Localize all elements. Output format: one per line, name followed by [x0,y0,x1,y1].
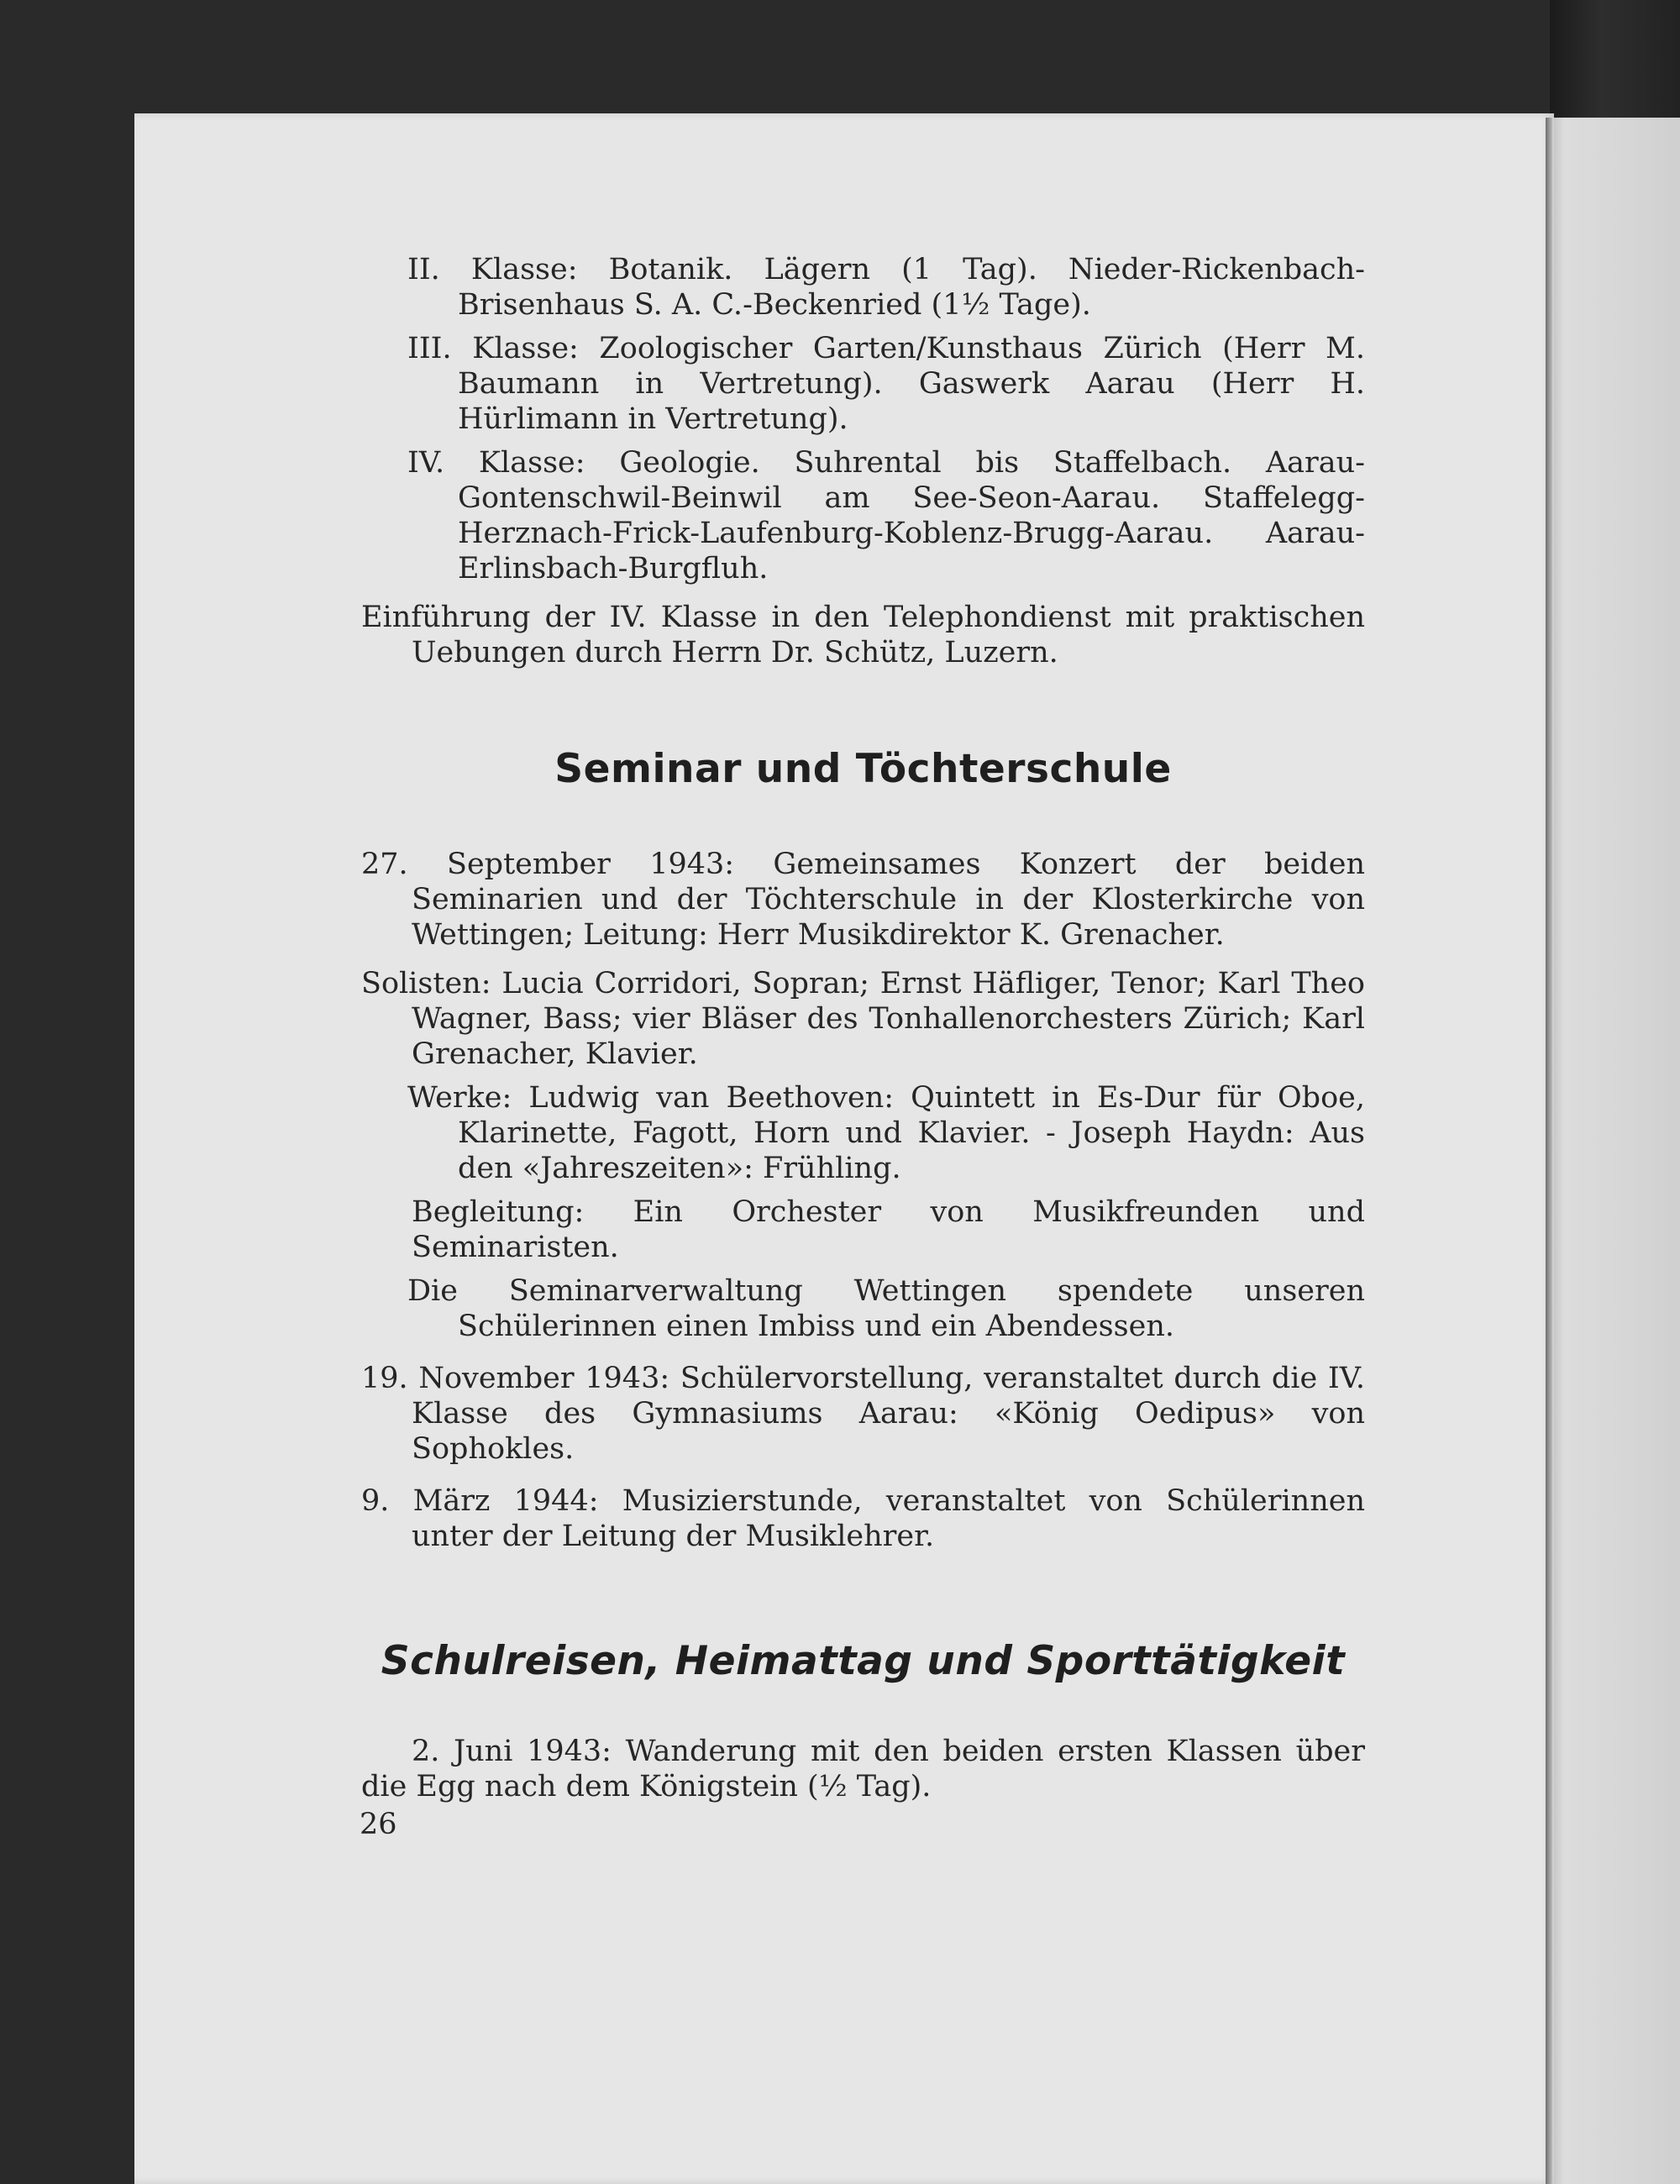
soloists-entry: Solisten: Lucia Corridori, Sopran; Ernst Häfliger, Tenor; Karl Theo Wagner, Bass; vier Bläser des Tonhallenorchesters Zürich; Karl Grenacher, Klavier. [361,967,1365,1071]
page-number: 26 [360,1808,397,1841]
trips-heading: Schulreisen, Heimattag und Sporttätigkeit [381,1638,1346,1684]
march-entry: 9. März 1944: Musizierstunde, veranstaltet von Schülerinnen unter der Leitung der Musiklehrer. [361,1484,1365,1553]
entry-class-three: III. Klasse: Zoologischer Garten/Kunsthaus Zürich (Herr M. Baumann in Vertretung). Gaswerk Aarau (Herr H. Hürlimann in Vertretung). [407,332,1365,436]
telephone-note: Einführung der IV. Klasse in den Telephondienst mit praktischen Uebungen durch Herrn Dr. Schütz, Luzern. [361,601,1365,669]
facing-page-edge [1546,118,1680,2184]
works-entry: Werke: Ludwig van Beethoven: Quintett in Es-Dur für Oboe, Klarinette, Fagott, Horn und Klavier. - Joseph Haydn: Aus den «Jahreszeiten»: Frühling. [407,1081,1365,1185]
page-content [361,252,1365,1804]
page-gutter [1546,118,1552,2184]
entry-class-two: II. Klasse: Botanik. Lägern (1 Tag). Nieder-Rickenbach-Brisenhaus S. A. C.-Beckenried (1½ Tage). [407,253,1365,322]
june-entry: 2. Juni 1943: Wanderung mit den beiden ersten Klassen über die Egg nach dem Königstein (½ Tag). [361,1735,1365,1803]
administration-entry: Die Seminarverwaltung Wettingen spendete unseren Schülerinnen einen Imbiss und ein Abendessen. [407,1274,1365,1343]
accompaniment-entry: Begleitung: Ein Orchester von Musikfreunden und Seminaristen. [412,1195,1365,1264]
seminar-heading: Seminar und Töchterschule [554,746,1172,792]
concert-entry: 27. September 1943: Gemeinsames Konzert der beiden Seminarien und der Töchterschule in der Klosterkirche von Wettingen; Leitung: Herr Musikdirektor K. Grenacher. [361,848,1365,952]
entry-class-four: IV. Klasse: Geologie. Suhrental bis Staffelbach. Aarau-Gontenschwil-Beinwil am See-Seon-Aarau. Staffelegg-Herznach-Frick-Laufenburg-Koblenz-Brugg-Aarau. Aarau-Erlinsbach-Burgfluh. [407,446,1365,585]
november-entry: 19. November 1943: Schülervorstellung, veranstaltet durch die IV. Klasse des Gymnasiums Aarau: «König Oedipus» von Sophokles. [361,1362,1365,1466]
